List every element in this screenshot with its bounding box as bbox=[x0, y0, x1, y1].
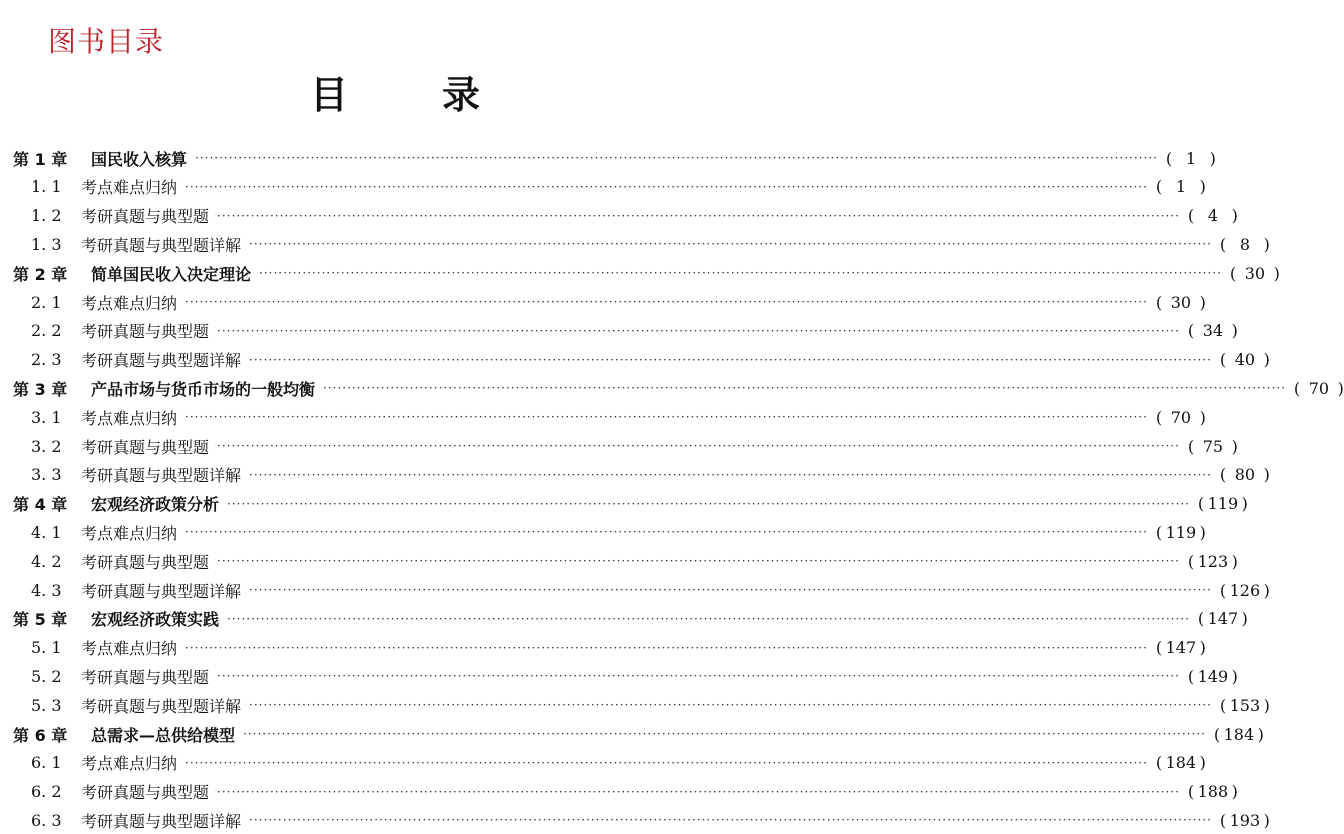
toc-entry-title: 产品市场与货币市场的一般均衡 bbox=[91, 379, 316, 399]
dot-leader: ········································································································································································································ bbox=[249, 237, 1212, 252]
page-number: 147 bbox=[1207, 609, 1239, 629]
toc-entry-page bbox=[1156, 638, 1206, 657]
page-open-paren: ( bbox=[1187, 436, 1195, 456]
toc-entry-title: 考研真题与典型题 bbox=[81, 207, 210, 227]
toc-section-row[interactable] bbox=[0, 317, 1238, 345]
toc-entry-title: 考研真题与典型题 bbox=[81, 437, 210, 457]
toc-entry-page bbox=[1156, 523, 1206, 542]
toc-entry-number: 1. 1 bbox=[31, 177, 62, 197]
toc-chapter-row[interactable] bbox=[0, 605, 1248, 633]
toc-chapter-row[interactable] bbox=[0, 490, 1248, 518]
toc-section-row[interactable] bbox=[0, 518, 1206, 546]
toc-entry-number: 4. 1 bbox=[31, 522, 62, 542]
toc-entry-page bbox=[1198, 609, 1248, 628]
catalog-header-label: 图书目录 bbox=[48, 25, 165, 58]
toc-entry-title: 总需求—总供给模型 bbox=[91, 725, 236, 745]
toc-entry-title: 考点难点归纳 bbox=[81, 639, 178, 659]
toc-entry-title: 考研真题与典型题详解 bbox=[81, 811, 242, 831]
toc-entry-number: 4. 3 bbox=[31, 580, 62, 600]
page-number: 188 bbox=[1197, 782, 1229, 802]
dot-leader: ········································································································································································································ bbox=[217, 554, 1180, 569]
toc-entry-title: 考研真题与典型题 bbox=[81, 322, 210, 342]
dot-leader: ········································································································································································································ bbox=[249, 698, 1212, 713]
page-close-paren: ) bbox=[1231, 436, 1238, 456]
toc-entry-title: 考点难点归纳 bbox=[81, 408, 178, 428]
dot-leader: ········································································································································································································ bbox=[323, 381, 1286, 396]
page-close-paren: ) bbox=[1263, 580, 1270, 600]
toc-section-row[interactable] bbox=[0, 634, 1206, 662]
dot-leader: ········································································································································································································ bbox=[185, 525, 1148, 540]
toc-entry-page bbox=[1166, 149, 1216, 168]
toc-section-row[interactable] bbox=[0, 778, 1238, 806]
toc-entry-title: 考研真题与典型题 bbox=[81, 783, 210, 803]
toc-entry-title: 考研真题与典型题详解 bbox=[81, 351, 242, 371]
toc-entry-page bbox=[1188, 437, 1238, 456]
page-open-paren: ( bbox=[1197, 609, 1205, 629]
dot-leader: ········································································································································································································ bbox=[185, 410, 1148, 425]
page-open-paren: ( bbox=[1229, 263, 1237, 283]
toc-entry-title: 考点难点归纳 bbox=[81, 523, 178, 543]
toc-entry-number: 6. 3 bbox=[31, 810, 62, 830]
page-close-paren: ) bbox=[1231, 666, 1238, 686]
toc-section-row[interactable] bbox=[0, 461, 1270, 489]
page-number: 30 bbox=[1244, 263, 1266, 283]
dot-leader: ········································································································································································································ bbox=[227, 496, 1190, 511]
page-close-paren: ) bbox=[1263, 234, 1270, 254]
page-number: 4 bbox=[1207, 206, 1218, 226]
page-open-paren: ( bbox=[1219, 695, 1227, 715]
page-number: 30 bbox=[1170, 292, 1192, 312]
dot-leader: ········································································································································································································ bbox=[249, 352, 1212, 367]
toc-section-row[interactable] bbox=[0, 202, 1238, 230]
toc-section-row[interactable] bbox=[0, 288, 1206, 316]
dot-leader: ········································································································································································································ bbox=[217, 784, 1180, 799]
page-number: 119 bbox=[1207, 494, 1239, 514]
page-open-paren: ( bbox=[1155, 407, 1163, 427]
dot-leader: ········································································································································································································ bbox=[217, 439, 1180, 453]
page-number: 153 bbox=[1229, 695, 1261, 715]
page-close-paren: ) bbox=[1263, 695, 1270, 715]
page-title bbox=[0, 66, 790, 116]
toc-entry-number: 第 2 章 bbox=[13, 264, 68, 284]
toc-section-row[interactable] bbox=[0, 749, 1206, 777]
page-close-paren: ) bbox=[1199, 753, 1206, 773]
page-number: 70 bbox=[1170, 407, 1192, 427]
title-char-left: 目 bbox=[309, 72, 348, 117]
dot-leader: ········································································································································································································ bbox=[217, 208, 1180, 223]
toc-chapter-row[interactable] bbox=[0, 144, 1216, 172]
page-open-paren: ( bbox=[1213, 724, 1221, 744]
page-close-paren: ) bbox=[1241, 494, 1248, 514]
page-open-paren: ( bbox=[1155, 638, 1163, 658]
toc-entry-title: 国民收入核算 bbox=[91, 149, 188, 169]
page-number: 147 bbox=[1165, 638, 1197, 658]
page-number: 1 bbox=[1185, 148, 1196, 168]
page-open-paren: ( bbox=[1219, 350, 1227, 370]
page-open-paren: ( bbox=[1155, 753, 1163, 773]
dot-leader: ········································································································································································································ bbox=[217, 669, 1180, 684]
dot-leader: ········································································································································································································ bbox=[249, 813, 1212, 828]
toc-entry-page bbox=[1230, 264, 1280, 283]
toc-entry-page bbox=[1214, 725, 1264, 744]
toc-entry-number: 3. 1 bbox=[31, 407, 62, 427]
dot-leader: ········································································································································································································ bbox=[259, 266, 1222, 281]
toc-chapter-row[interactable] bbox=[0, 374, 1344, 402]
toc-entry-number: 6. 1 bbox=[31, 753, 62, 773]
toc-entry-page bbox=[1220, 581, 1270, 600]
toc-section-row[interactable] bbox=[0, 806, 1270, 834]
toc-entry-page bbox=[1220, 696, 1270, 715]
page-close-paren: ) bbox=[1257, 724, 1264, 744]
page-close-paren: ) bbox=[1337, 378, 1344, 398]
page-open-paren: ( bbox=[1219, 234, 1227, 254]
toc-entry-title: 考研真题与典型题 bbox=[81, 667, 210, 687]
page-close-paren: ) bbox=[1199, 638, 1206, 658]
toc-entry-number: 2. 1 bbox=[31, 292, 62, 312]
page-number: 70 bbox=[1308, 378, 1330, 398]
toc-entry-page bbox=[1220, 465, 1270, 484]
page-open-paren: ( bbox=[1187, 782, 1195, 802]
toc-section-row[interactable] bbox=[0, 691, 1270, 719]
page-number: 119 bbox=[1165, 522, 1197, 542]
page-close-paren: ) bbox=[1231, 321, 1238, 341]
page-close-paren: ) bbox=[1263, 465, 1270, 485]
toc-entry-number: 3. 2 bbox=[31, 436, 62, 456]
page-open-paren: ( bbox=[1197, 494, 1205, 514]
page-close-paren: ) bbox=[1231, 206, 1238, 226]
page-number: 8 bbox=[1239, 234, 1250, 254]
toc-entry-number: 第 6 章 bbox=[13, 725, 68, 745]
toc-entry-number: 第 4 章 bbox=[13, 495, 68, 515]
dot-leader: ········································································································································································································ bbox=[185, 640, 1148, 655]
toc-entry-title: 考点难点归纳 bbox=[81, 293, 178, 313]
page-open-paren: ( bbox=[1187, 551, 1195, 571]
toc-entry-number: 第 1 章 bbox=[13, 149, 68, 169]
page-close-paren: ) bbox=[1199, 407, 1206, 427]
page-open-paren: ( bbox=[1219, 810, 1227, 830]
toc-section-row[interactable] bbox=[0, 346, 1270, 374]
page-number: 75 bbox=[1202, 436, 1224, 456]
toc-chapter-row[interactable] bbox=[0, 259, 1280, 287]
page-close-paren: ) bbox=[1199, 177, 1206, 197]
toc-entry-page bbox=[1156, 177, 1206, 196]
toc-entry-title: 简单国民收入决定理论 bbox=[91, 264, 252, 284]
toc-entry-number: 5. 1 bbox=[31, 638, 62, 658]
page-number: 184 bbox=[1223, 724, 1255, 744]
page-open-paren: ( bbox=[1155, 292, 1163, 312]
page-number: 149 bbox=[1197, 666, 1229, 686]
toc-entry-title: 宏观经济政策分析 bbox=[91, 495, 220, 515]
page-open-paren: ( bbox=[1219, 465, 1227, 485]
toc-entry-number: 4. 2 bbox=[31, 551, 62, 571]
toc-entry-number: 6. 2 bbox=[31, 782, 62, 802]
toc-entry-number: 第 3 章 bbox=[13, 379, 68, 399]
toc-entry-page bbox=[1188, 552, 1238, 571]
page-number: 40 bbox=[1234, 350, 1256, 370]
page-close-paren: ) bbox=[1263, 350, 1270, 370]
toc-entry-title: 宏观经济政策实践 bbox=[91, 610, 220, 630]
page-close-paren: ) bbox=[1199, 292, 1206, 312]
page-open-paren: ( bbox=[1155, 522, 1163, 542]
toc-entry-page bbox=[1198, 494, 1248, 513]
page-close-paren: ) bbox=[1209, 148, 1216, 168]
toc-entry-page bbox=[1188, 782, 1238, 801]
page-close-paren: ) bbox=[1273, 263, 1280, 283]
dot-leader: ········································································································································································································ bbox=[227, 611, 1190, 626]
toc-entry-page bbox=[1220, 350, 1270, 369]
dot-leader: ········································································································································································································ bbox=[185, 755, 1148, 770]
toc-entry-number: 3. 3 bbox=[31, 465, 62, 485]
toc-section-row[interactable] bbox=[0, 173, 1206, 201]
toc-entry-number: 5. 2 bbox=[31, 666, 62, 686]
page-close-paren: ) bbox=[1199, 522, 1206, 542]
page-close-paren: ) bbox=[1231, 551, 1238, 571]
toc-section-row[interactable] bbox=[0, 662, 1238, 690]
toc-section-row[interactable] bbox=[0, 230, 1270, 258]
dot-leader: ········································································································································································································ bbox=[185, 179, 1148, 194]
page-number: 34 bbox=[1202, 321, 1224, 341]
page-number: 184 bbox=[1165, 753, 1197, 773]
toc-section-row[interactable] bbox=[0, 576, 1270, 604]
toc-entry-title: 考点难点归纳 bbox=[81, 178, 178, 198]
page-number: 193 bbox=[1229, 810, 1261, 830]
toc-entry-page bbox=[1188, 206, 1238, 225]
page-number: 126 bbox=[1229, 580, 1261, 600]
page-open-paren: ( bbox=[1155, 177, 1163, 197]
toc-entry-page bbox=[1188, 321, 1238, 340]
toc-section-row[interactable] bbox=[0, 432, 1238, 460]
page-number: 80 bbox=[1234, 465, 1256, 485]
page-number: 123 bbox=[1197, 551, 1229, 571]
dot-leader: ········································································································································································································ bbox=[217, 323, 1180, 338]
toc-entry-page bbox=[1156, 293, 1206, 312]
dot-leader: ········································································································································································································ bbox=[195, 151, 1158, 165]
page-number: 1 bbox=[1175, 177, 1186, 197]
toc-entry-title: 考研真题与典型题详解 bbox=[81, 235, 242, 255]
toc-entry-page bbox=[1156, 753, 1206, 772]
toc-section-row[interactable] bbox=[0, 403, 1206, 431]
toc-entry-number: 1. 2 bbox=[31, 206, 62, 226]
page-close-paren: ) bbox=[1231, 782, 1238, 802]
toc-entry-page bbox=[1220, 811, 1270, 830]
dot-leader: ········································································································································································································ bbox=[243, 727, 1206, 741]
dot-leader: ········································································································································································································ bbox=[185, 295, 1148, 309]
toc-entry-number: 2. 3 bbox=[31, 350, 62, 370]
page-open-paren: ( bbox=[1187, 666, 1195, 686]
toc-chapter-row[interactable] bbox=[0, 720, 1264, 748]
toc-entry-page bbox=[1156, 408, 1206, 427]
toc-entry-title: 考研真题与典型题详解 bbox=[81, 696, 242, 716]
toc-entry-title: 考研真题与典型题详解 bbox=[81, 581, 242, 601]
toc-entry-page bbox=[1294, 379, 1344, 398]
toc-entry-title: 考研真题与典型题 bbox=[81, 552, 210, 572]
toc-entry-number: 第 5 章 bbox=[13, 610, 68, 630]
toc-section-row[interactable] bbox=[0, 547, 1238, 575]
toc-entry-page bbox=[1188, 667, 1238, 686]
toc-entry-title: 考研真题与典型题详解 bbox=[81, 466, 242, 486]
dot-leader: ········································································································································································································ bbox=[249, 583, 1212, 597]
page-close-paren: ) bbox=[1263, 810, 1270, 830]
page-open-paren: ( bbox=[1165, 148, 1173, 168]
page-open-paren: ( bbox=[1187, 321, 1195, 341]
page-open-paren: ( bbox=[1293, 378, 1301, 398]
toc-entry-number: 1. 3 bbox=[31, 234, 62, 254]
toc-entry-number: 2. 2 bbox=[31, 321, 62, 341]
page-close-paren: ) bbox=[1241, 609, 1248, 629]
toc-entry-title: 考点难点归纳 bbox=[81, 754, 178, 774]
toc-entry-number: 5. 3 bbox=[31, 695, 62, 715]
page-open-paren: ( bbox=[1187, 206, 1195, 226]
dot-leader: ········································································································································································································ bbox=[249, 467, 1212, 482]
toc-entry-page bbox=[1220, 235, 1270, 254]
page-open-paren: ( bbox=[1219, 580, 1227, 600]
title-char-right: 录 bbox=[442, 72, 481, 117]
